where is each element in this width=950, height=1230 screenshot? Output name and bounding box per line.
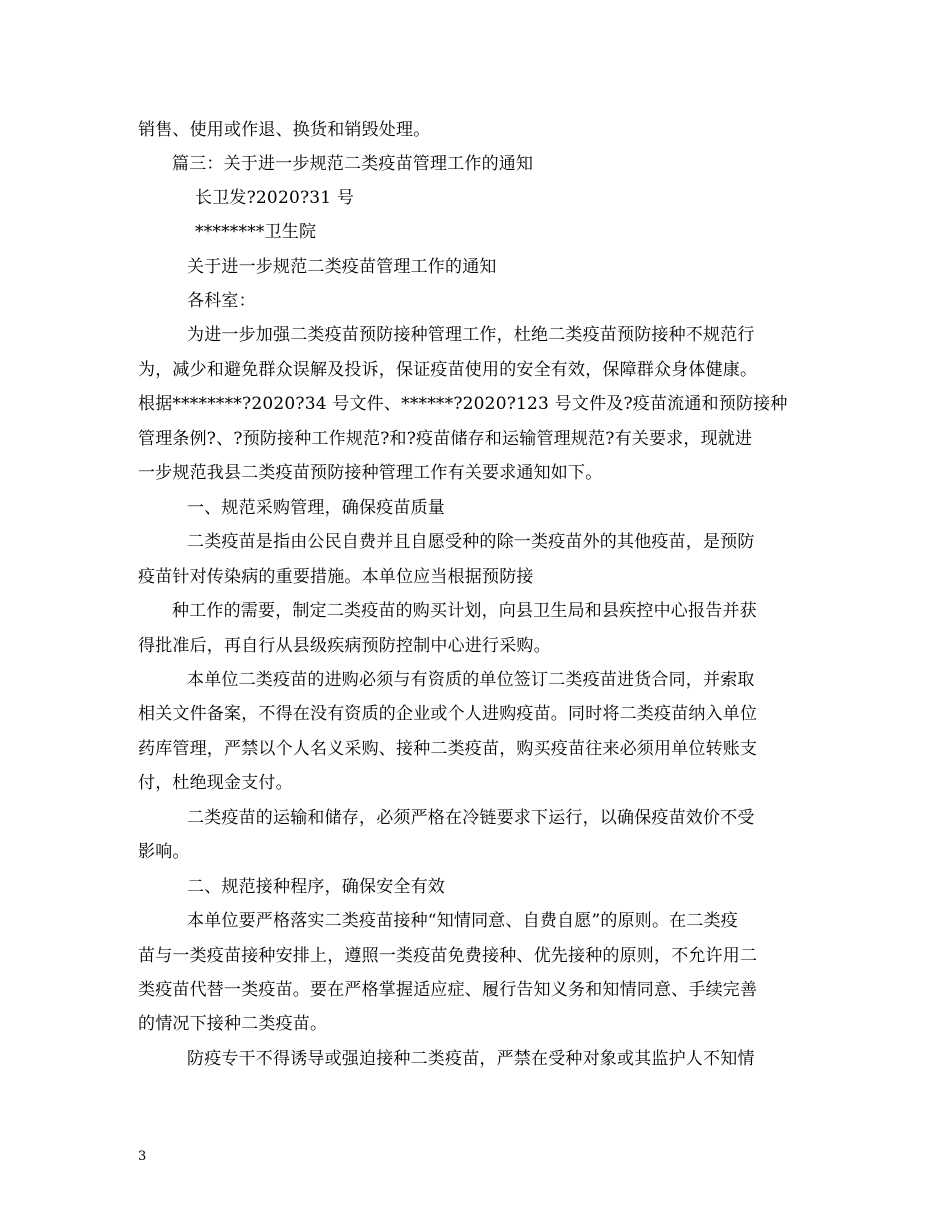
- text-line: 苗与一类疫苗接种安排上，遵照一类疫苗免费接种、优先接种的原则，不允许用二: [138, 946, 758, 966]
- text-line: 付，杜绝现金支付。: [138, 773, 293, 793]
- text-line: 本单位要严格落实二类疫苗接种“知情同意、自费自愿”的原则。在二类疫: [187, 911, 738, 931]
- text-line: 管理条例?、?预防接种工作规范?和?疫苗储存和运输管理规范?有关要求，现就进: [138, 429, 753, 449]
- text-line: 的情况下接种二类疫苗。: [138, 1014, 328, 1034]
- notice-title: 关于进一步规范二类疫苗管理工作的通知: [187, 257, 497, 277]
- section-heading: 篇三：关于进一步规范二类疫苗管理工作的通知: [172, 154, 534, 174]
- text-line: 一步规范我县二类疫苗预防接种管理工作有关要求通知如下。: [138, 463, 603, 483]
- text-line: 药库管理，严禁以个人名义采购、接种二类疫苗，购买疫苗往来必须用单位转账支: [138, 739, 758, 759]
- text-line: 为进一步加强二类疫苗预防接种管理工作，杜绝二类疫苗预防接种不规范行: [187, 325, 755, 345]
- text-line: 本单位二类疫苗的进购必须与有资质的单位签订二类疫苗进货合同，并索取: [187, 670, 755, 690]
- text-line: 相关文件备案，不得在没有资质的企业或个人进购疫苗。同时将二类疫苗纳入单位: [138, 704, 758, 724]
- section-heading: 二、规范接种程序，确保安全有效: [187, 877, 445, 897]
- text-line: 二类疫苗的运输和储存，必须严格在冷链要求下运行，以确保疫苗效价不受: [187, 808, 755, 828]
- text-line: 类疫苗代替一类疫苗。要在严格掌握适应症、履行告知义务和知情同意、手续完善: [138, 980, 758, 1000]
- text-line: 二类疫苗是指由公民自费并且自愿受种的除一类疫苗外的其他疫苗，是预防: [187, 532, 755, 552]
- document-number: 长卫发?2020?31 号: [195, 188, 355, 208]
- text-line: 种工作的需要，制定二类疫苗的购买计划，向县卫生局和县疾控中心报告并获: [172, 601, 757, 621]
- text-line: 防疫专干不得诱导或强迫接种二类疫苗，严禁在受种对象或其监护人不知情: [187, 1049, 755, 1069]
- text-line: 影响。: [138, 842, 190, 862]
- text-line: 为，减少和避免群众误解及投诉，保证疫苗使用的安全有效，保障群众身体健康。: [138, 360, 758, 380]
- text-line: 销售、使用或作退、换货和销毁处理。: [138, 120, 431, 140]
- text-line: 根据********?2020?34 号文件、******?2020?123 号文件及?疫苗流通和预防接种: [138, 394, 788, 414]
- issuing-organization: ********卫生院: [195, 222, 317, 242]
- text-line: 得批准后，再自行从县级疾病预防控制中心进行采购。: [138, 636, 551, 656]
- page-number: 3: [138, 1149, 147, 1164]
- addressee: 各科室：: [187, 291, 256, 311]
- text-line: 疫苗针对传染病的重要措施。本单位应当根据预防接: [138, 567, 534, 587]
- section-heading: 一、规范采购管理，确保疫苗质量: [187, 498, 445, 518]
